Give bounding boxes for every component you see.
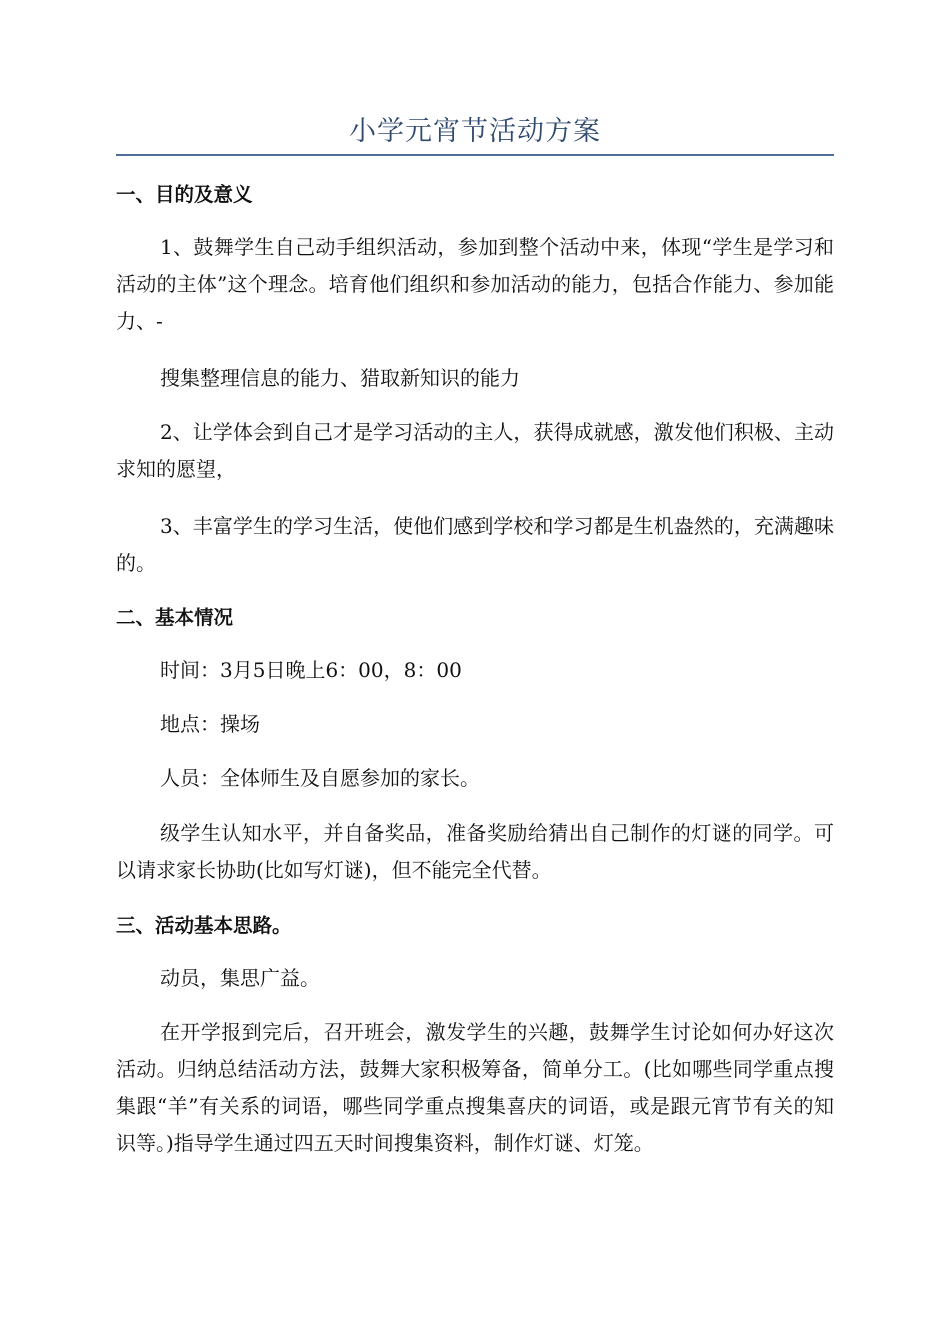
section-heading-purpose: 一、目的及意义 — [116, 183, 253, 206]
paragraph-prizes: 级学生认知水平，并自备奖品，准备奖励给猜出自己制作的灯谜的同学。可以请求家长协助(比如写灯谜)，但不能完全代替。 — [116, 821, 834, 882]
section-heading-approach: 三、活动基本思路。 — [116, 914, 292, 937]
paragraph-mobilize: 动员，集思广益。 — [160, 966, 320, 990]
paragraph-people: 人员：全体师生及自愿参加的家长。 — [160, 766, 480, 790]
paragraph-purpose-1: 1、鼓舞学生自己动手组织活动，参加到整个活动中来，体现“学生是学习和活动的主体”这个理念。培育他们组织和参加活动的能力，包括合作能力、参加能力、- — [116, 235, 834, 333]
paragraph-time: 时间：3月5日晚上6：00，8：00 — [160, 658, 462, 682]
paragraph-location: 地点：操场 — [160, 712, 260, 736]
title-underline — [116, 154, 834, 156]
section-heading-basics: 二、基本情况 — [116, 606, 234, 629]
paragraph-purpose-2: 搜集整理信息的能力、猎取新知识的能力 — [160, 366, 520, 390]
document-title: 小学元宵节活动方案 — [349, 116, 601, 147]
paragraph-purpose-4: 3、丰富学生的学习生活，使他们感到学校和学习都是生机盎然的，充满趣味的。 — [116, 514, 834, 575]
paragraph-class-meeting: 在开学报到完后，召开班会，激发学生的兴趣，鼓舞学生讨论如何办好这次活动。归纳总结活动方法，鼓舞大家积极筹备，简单分工。(比如哪些同学重点搜集跟“羊”有关系的词语，哪些同学重点搜集喜庆的词语，或是跟元宵节有关的知识等。)指导学生通过四五天时间搜集资料，制作灯谜、灯笼。 — [116, 1020, 834, 1155]
paragraph-purpose-3: 2、让学体会到自己才是学习活动的主人，获得成就感，激发他们积极、主动求知的愿望， — [116, 420, 834, 481]
